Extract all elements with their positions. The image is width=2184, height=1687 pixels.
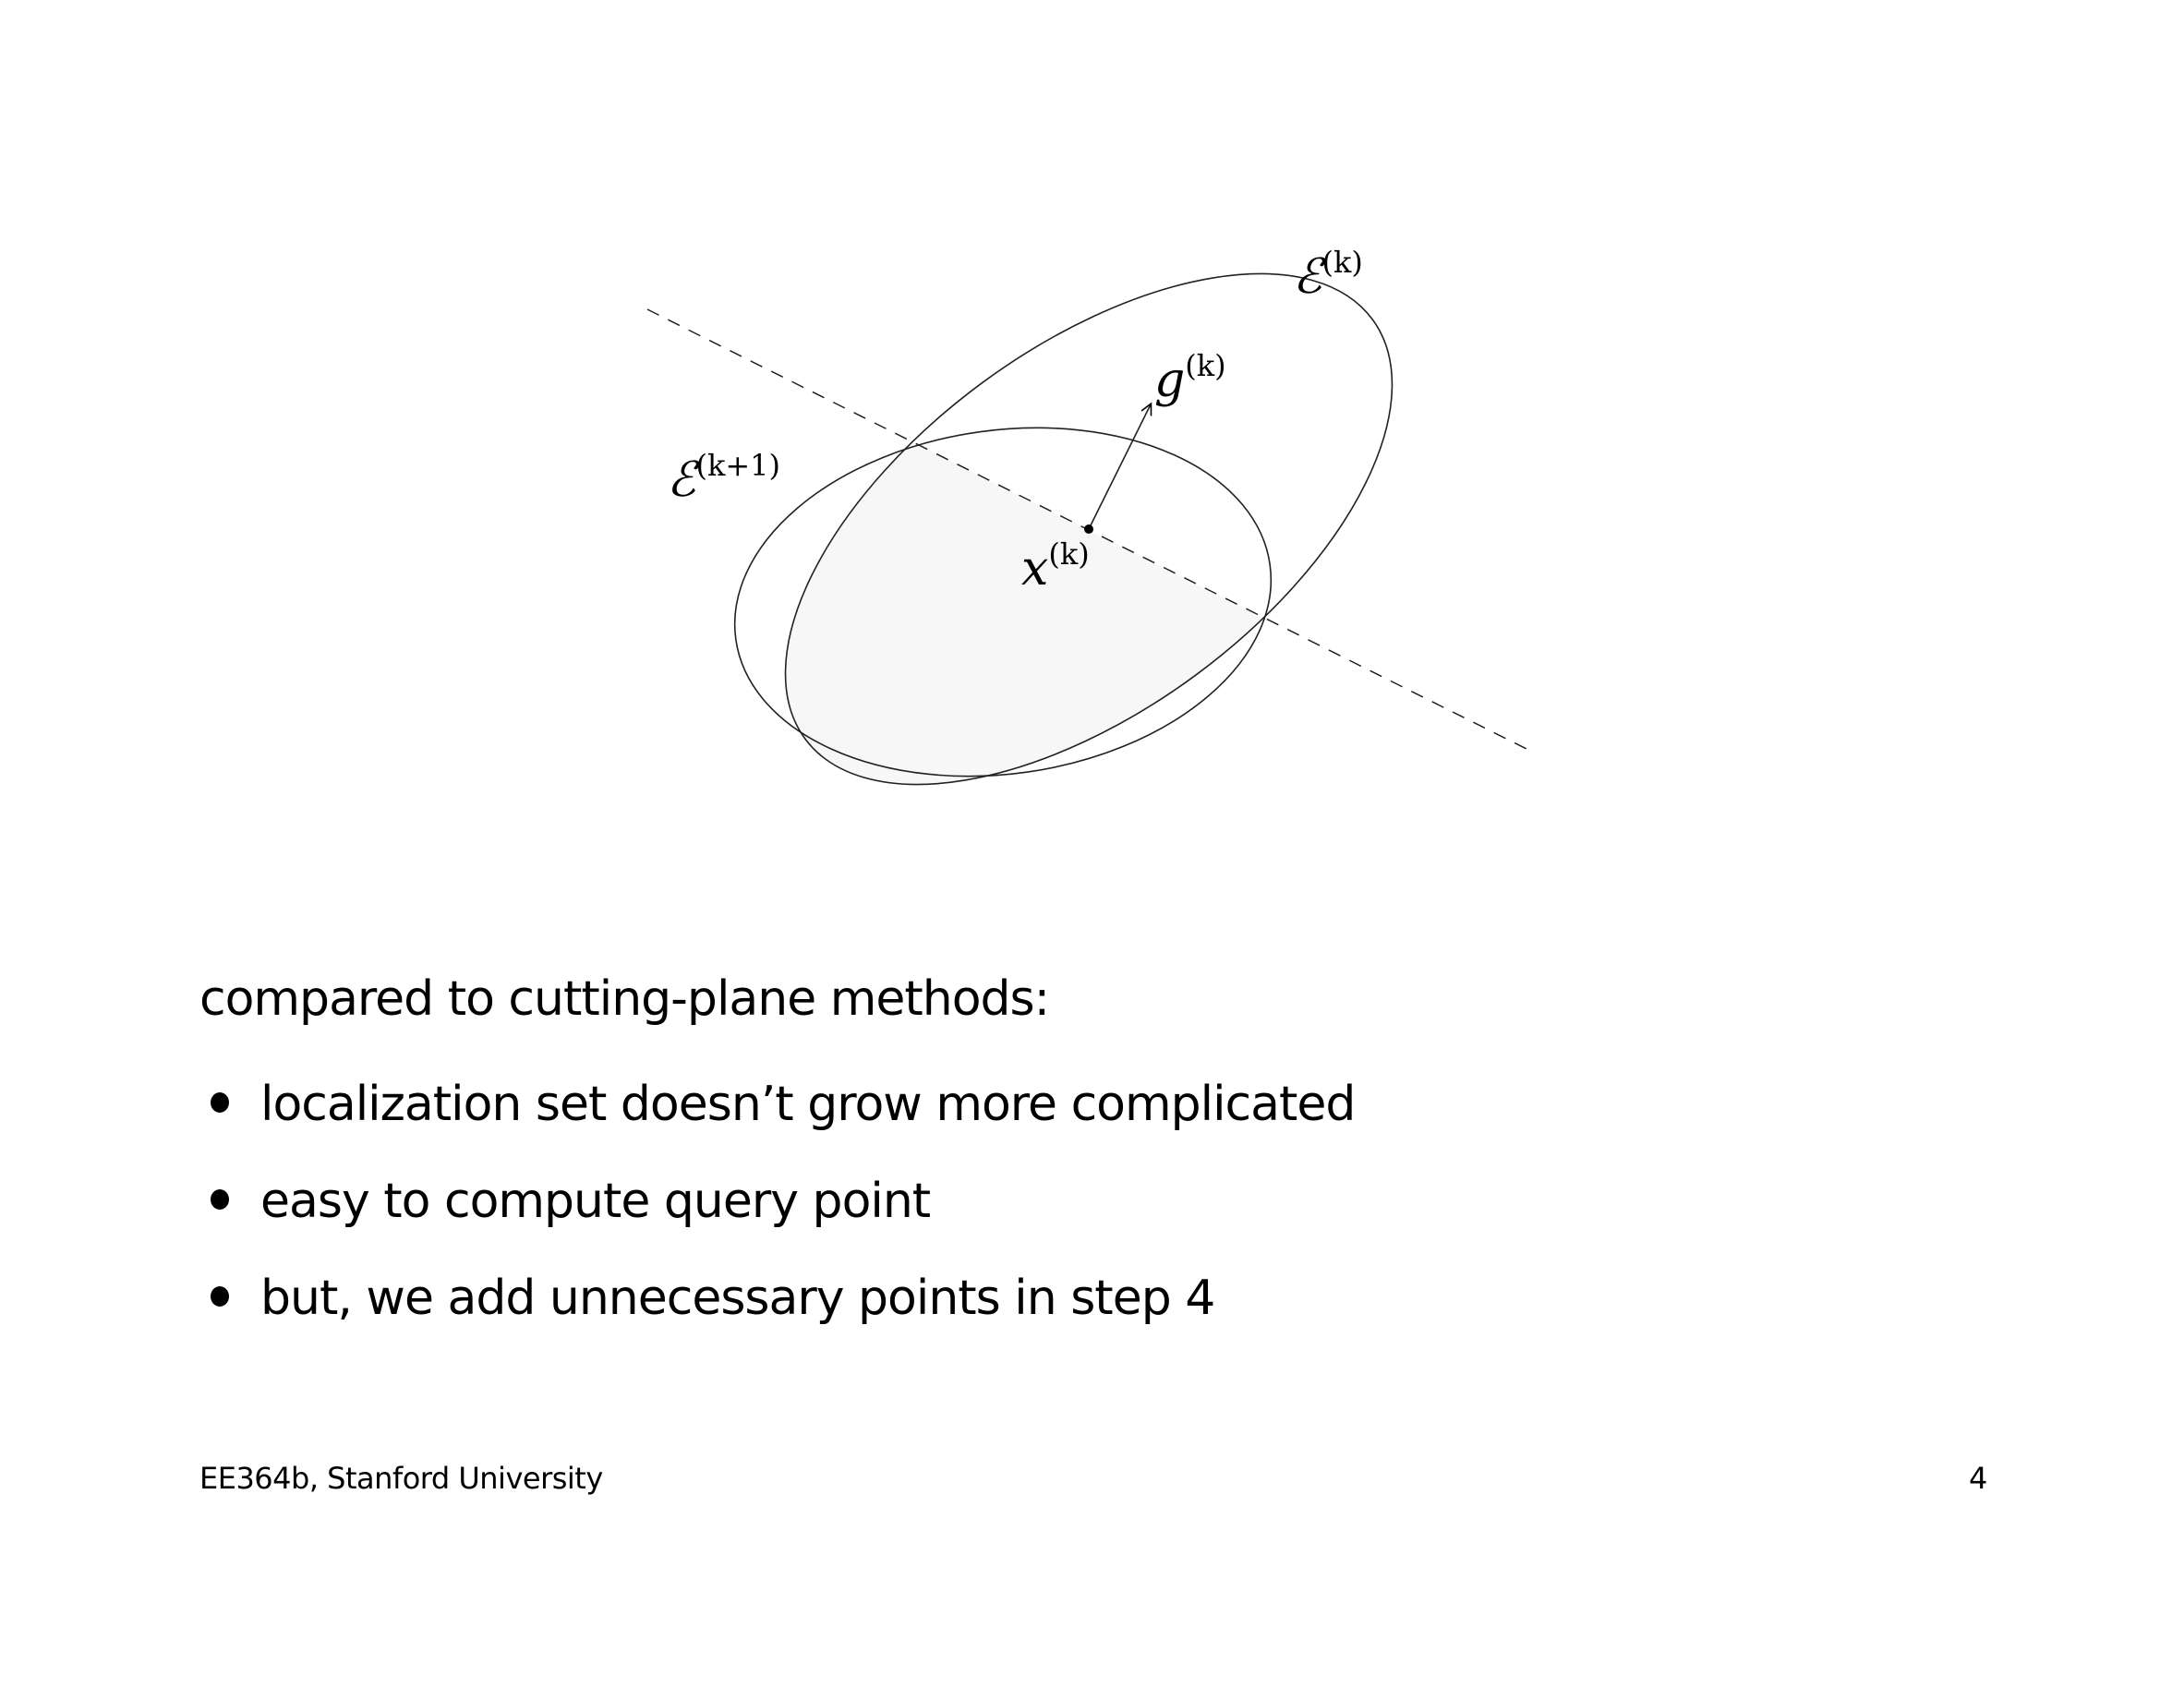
gradient-arrow	[1089, 404, 1151, 529]
label-gradient: $g^{(k)}$	[1154, 348, 1226, 408]
bullet-icon	[211, 1189, 229, 1210]
comparison-heading: compared to cutting-plane methods:	[199, 971, 1050, 1027]
page-number: 4	[1969, 1461, 1988, 1496]
bullet-icon	[211, 1092, 229, 1113]
label-ellipsoid-k: ℰ$^{(k)}$	[1293, 245, 1363, 305]
bullet-icon	[211, 1286, 229, 1307]
label-point: $x^{(k)}$	[1021, 536, 1090, 596]
label-ellipsoid-k-plus-1: ℰ$^{(k+1)}$	[667, 448, 781, 508]
footer-course: EE364b, Stanford University	[199, 1461, 603, 1496]
bullet-item: but, we add unnecessary points in step 4	[211, 1271, 1214, 1326]
bullet-item: easy to compute query point	[211, 1174, 930, 1229]
bullet-item: localization set doesn’t grow more complicated	[211, 1077, 1355, 1132]
center-point	[1084, 524, 1093, 534]
